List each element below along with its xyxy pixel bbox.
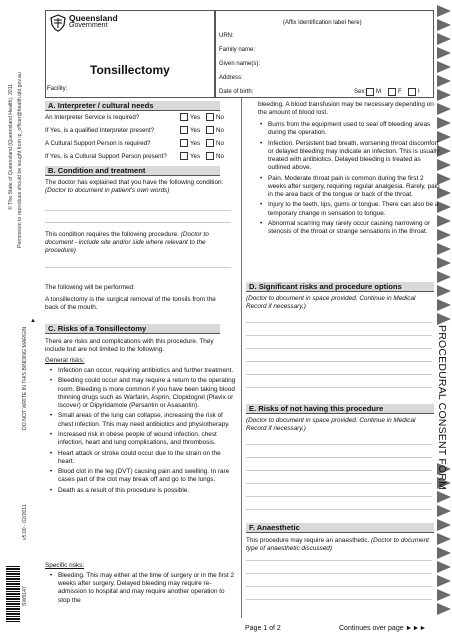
writing-line[interactable] (246, 483, 432, 484)
no-label: No (216, 153, 224, 160)
writing-line[interactable] (246, 444, 432, 445)
list-item: • Infection. Persistent bad breath, worsening throat discomfort or delayed bleeding may indicate an infection. This is usually treated with antibiotics. Delayed bleeding is treated as outlined above. (268, 140, 442, 173)
section-d-title: D. Significant risks and procedure options (246, 282, 434, 292)
yes-checkbox[interactable] (180, 126, 188, 134)
dob-label: Date of birth: (219, 89, 254, 95)
sex-m-checkbox[interactable] (366, 88, 374, 96)
chevron-icon (437, 602, 451, 614)
writing-line[interactable] (246, 586, 432, 587)
yes-label: Yes (190, 114, 201, 121)
sex-f-checkbox[interactable] (388, 88, 396, 96)
list-item: • Injury to the teeth, lips, gums or tongue. There can also be a temporary change in sensation to tongue. (268, 201, 442, 217)
affix-label: (Affix identification label here) (283, 20, 362, 26)
no-label: No (216, 114, 224, 121)
chevron-icon (437, 588, 451, 600)
no-checkbox[interactable] (206, 139, 214, 147)
performed-label: The following will be performed: (45, 284, 135, 291)
writing-line[interactable] (246, 335, 432, 336)
condition-line[interactable] (45, 222, 231, 223)
writing-line[interactable] (246, 470, 432, 471)
chevron-icon (437, 256, 451, 268)
chevron-icon (437, 504, 451, 516)
chevron-icon (437, 270, 451, 282)
chevron-icon (437, 102, 451, 114)
page-number: Page 1 of 2 (245, 625, 281, 632)
yes-checkbox[interactable] (180, 152, 188, 160)
general-risks-label: General risks: (45, 357, 85, 364)
writing-line[interactable] (246, 374, 432, 375)
no-checkbox[interactable] (206, 113, 214, 121)
condition-text: The doctor has explained that you have the following condition: (Doctor to document in patient's own words) (45, 179, 224, 195)
bleeding-continued: bleeding. A blood transfusion may be necessary depending on the amount of blood lost. (258, 101, 434, 117)
chevron-icon (437, 490, 451, 502)
queensland-crest-icon (49, 14, 67, 37)
yes-checkbox[interactable] (180, 139, 188, 147)
interpreter-question: If Yes, is a Cultural Support Person present? (45, 153, 167, 160)
procedure-line[interactable] (45, 267, 231, 268)
list-item: • Increased risk in obese people of wound infection, chest infection, heart and lung complications, and thrombosis. (58, 431, 236, 447)
list-item: • Small areas of the lung can collapse, increasing the risk of chest infection. This may need antibiotics and physiotherapy. (58, 412, 236, 428)
chevron-icon (437, 298, 451, 310)
version-text: v5.00 - 02/2011 (22, 504, 28, 540)
chevron-icon (437, 284, 451, 296)
family-name-label: Family name: (219, 47, 256, 53)
writing-line[interactable] (246, 496, 432, 497)
sex-i-label: I (418, 89, 420, 95)
section-c-title: C. Risks of a Tonsillectomy (45, 324, 220, 334)
sex-m-label: M (376, 89, 381, 95)
no-label: No (216, 140, 224, 147)
sex-i-checkbox[interactable] (408, 88, 416, 96)
risks-intro: There are risks and complications with this procedure. They include but are not limited to the following. (45, 338, 214, 354)
given-name-label: Given name(s): (219, 61, 261, 67)
list-item: • Blood clot in the leg (DVT) causing pain and swelling. In rare cases part of the clot may break off and go to the lungs. (58, 468, 236, 484)
writing-line[interactable] (246, 348, 432, 349)
address-label: Address: (219, 75, 243, 81)
interpreter-question: If Yes, is a qualified Interpreter present? (45, 127, 155, 134)
list-item: • Pain. Moderate throat pain is common during the first 2 weeks after surgery, requiring regular analgesia. Rarely, pain in the area back of the tongue or back of the throat. (268, 175, 442, 200)
list-item: • Burns from the equipment used to seal off bleeding areas during the operation. (268, 121, 442, 137)
logo-line2: Government (69, 22, 108, 29)
facility-label: Facility: (47, 86, 68, 92)
section-e-note: (Doctor to document in space provided. Continue in Medical Record if necessary.) (246, 417, 416, 433)
section-a-title: A. Interpreter / cultural needs (45, 101, 220, 111)
binding-marker: ▲ (30, 318, 36, 324)
condition-line[interactable] (45, 210, 231, 211)
section-e-title: E. Risks of not having this procedure (246, 404, 434, 414)
yes-label: Yes (190, 153, 201, 160)
interpreter-question: An Interpreter Service is required? (45, 114, 140, 121)
barcode-icon (6, 566, 20, 622)
specific-risks-label: Specific risks: (45, 562, 85, 569)
chevron-icon (437, 560, 451, 572)
chevron-icon (437, 532, 451, 544)
chevron-icon (437, 32, 451, 44)
list-item: • Heart attack or stroke could occur due to the strain on the heart. (58, 450, 236, 466)
chevron-icon (437, 518, 451, 530)
list-item: • Abnormal scarring may rarely occur causing narrowing or stenosis of the throat or strange sensations in the throat. (268, 220, 442, 236)
chevron-icon (437, 546, 451, 558)
writing-line[interactable] (246, 322, 432, 323)
column-divider (241, 98, 242, 618)
specific-risks-list (48, 572, 236, 607)
list-item: • Bleeding could occur and may require a return to the operating room. Bleeding is more common if you have been taking blood thinning drugs such as Warfarin, Asprin, Clopidogrel (Plavix or Iscover) or Dipyridamole (Persantin or Asasantin). (58, 377, 236, 410)
page-title: Tonsillectomy (90, 63, 170, 77)
chevron-icon (437, 312, 451, 324)
writing-line[interactable] (246, 387, 432, 388)
logo-line1: Queensland (69, 13, 118, 23)
side-title: PROCEDURAL CONSENT FORM (436, 325, 448, 491)
chevron-icon (437, 574, 451, 586)
tonsillectomy-description: A tonsillectomy is the surgical removal of the tonsils from the back of the mouth. (45, 296, 216, 312)
yes-checkbox[interactable] (180, 113, 188, 121)
chevron-icon (437, 4, 451, 16)
list-item: • Infection can occur, requiring antibiotics and further treatment. (58, 367, 236, 375)
anaesthetic-text: This procedure may require an anaesthetic. (Doctor to document type of anaesthetic discussed) (246, 537, 429, 553)
list-item: • Death as a result of this procedure is possible. (58, 487, 236, 495)
writing-line[interactable] (246, 361, 432, 362)
specific-risks-list-continued (258, 121, 442, 239)
form-code: SW9147 (22, 586, 28, 606)
procedure-text: This condition requires the following procedure. (Doctor to document - include site and/or side where relevant to the procedure) (45, 231, 209, 255)
writing-line[interactable] (246, 457, 432, 458)
sex-f-label: F (398, 89, 402, 95)
no-checkbox[interactable] (206, 152, 214, 160)
copyright-text: © The State of Queensland (Queensland Health), 2011 (8, 83, 14, 210)
section-d-note: (Doctor to document in space provided. Continue in Medical Record if necessary.) (246, 295, 416, 311)
writing-line[interactable] (246, 573, 432, 574)
yes-label: Yes (190, 127, 201, 134)
section-f-title: F. Anaesthetic (246, 523, 434, 533)
writing-line[interactable] (246, 599, 432, 600)
list-item: • Bleeding. This may either at the time of surgery or in the first 2 weeks after surgery. Delayed bleeding may require re-admission to hospital and may require another operation to stop the (58, 572, 236, 605)
continues-over-page: Continues over page ►►► (339, 625, 427, 632)
yes-label: Yes (190, 140, 201, 147)
chevron-icon (437, 60, 451, 72)
chevron-icon (437, 88, 451, 100)
writing-line[interactable] (246, 560, 432, 561)
permission-text: Permission to reproduce should be sought from ip_officer@health.qld.gov.au (17, 72, 23, 248)
sex-label: Sex: (354, 89, 367, 95)
chevron-icon (437, 74, 451, 86)
chevron-icon (437, 242, 451, 254)
urn-label: URN: (219, 33, 234, 39)
no-checkbox[interactable] (206, 126, 214, 134)
chevron-icon (437, 46, 451, 58)
no-label: No (216, 127, 224, 134)
binding-margin-text: DO NOT WRITE IN THIS BINDING MARGIN (22, 326, 28, 430)
section-b-title: B. Condition and treatment (45, 166, 220, 176)
general-risks-list (48, 367, 236, 497)
writing-line[interactable] (246, 509, 432, 510)
chevron-icon (437, 18, 451, 30)
interpreter-question: A Cultural Support Person is required? (45, 140, 151, 147)
